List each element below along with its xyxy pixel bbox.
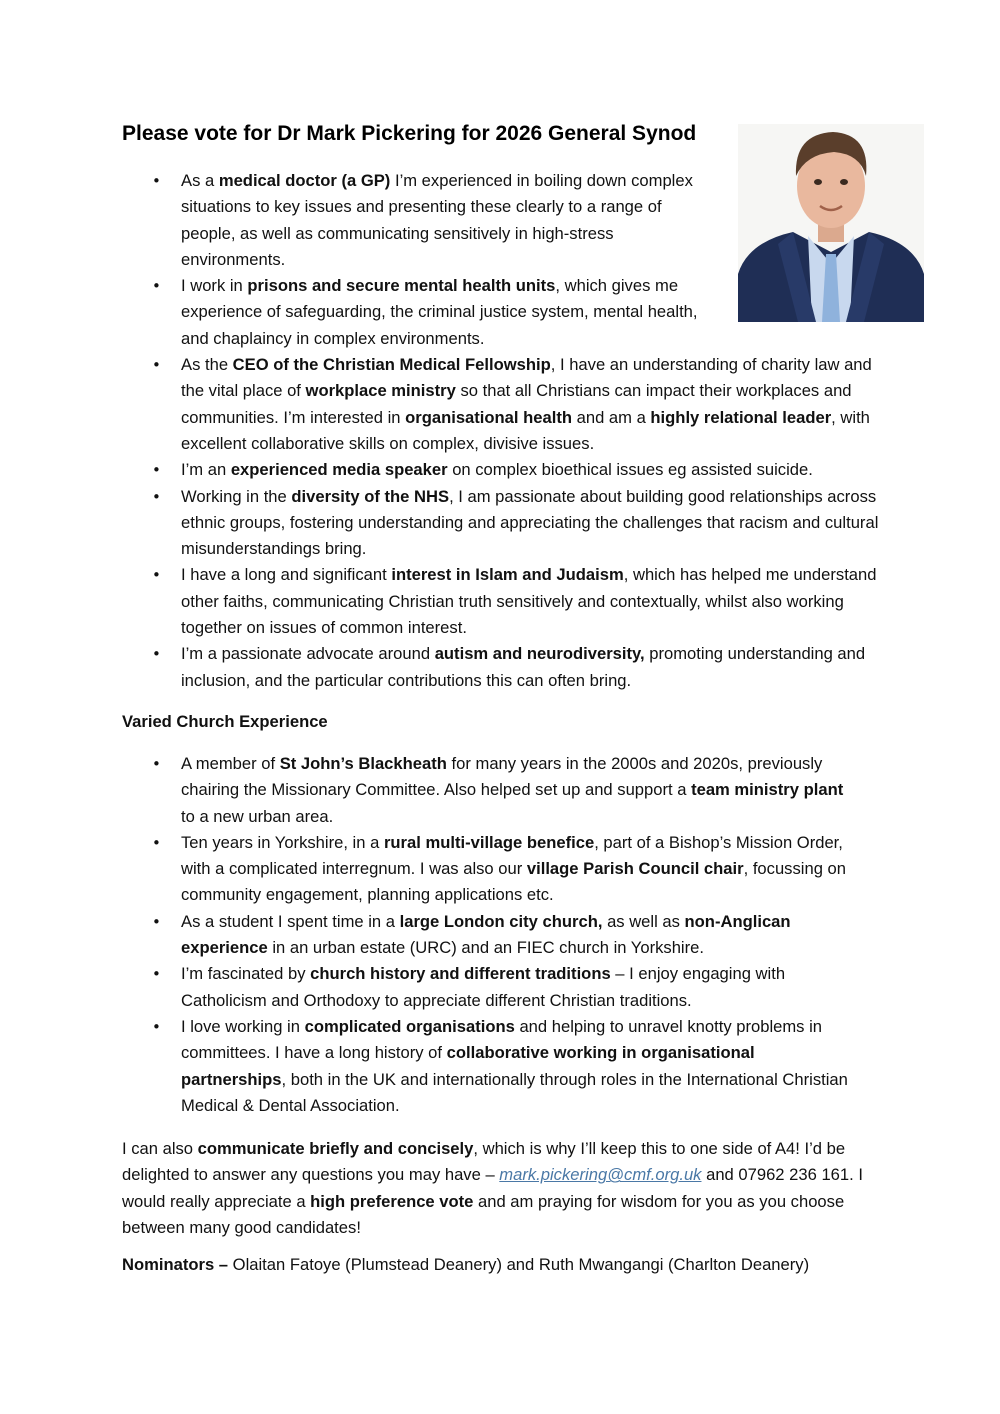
list-item: • Ten years in Yorkshire, in a rural multi-village benefice, part of a Bishop’s Mission Order, with a complicated interregnum. I was also our village Parish Council chair, focussing on community engagement, planning applications etc. xyxy=(152,830,852,909)
page-title: Please vote for Dr Mark Pickering for 2026 General Synod xyxy=(122,122,697,145)
section-heading: Varied Church Experience xyxy=(122,712,328,731)
list-item: • A member of St John’s Blackheath for many years in the 2000s and 2020s, previously chairing the Missionary Committee. Also helped set up and support a team ministry plant to a new urban area. xyxy=(152,751,852,830)
list-item: • I work in prisons and secure mental health units, which gives me experience of safeguarding, the criminal justice system, mental health, and chaplaincy in complex environments. xyxy=(152,273,717,352)
list-item: • I love working in complicated organisations and helping to unravel knotty problems in committees. I have a long history of collaborative working in organisational partnerships, both in the UK and internationally through roles in the International Christian Medical & Dental Association. xyxy=(152,1014,852,1119)
church-experience-list xyxy=(152,751,852,1119)
list-item: • As the CEO of the Christian Medical Fellowship, I have an understanding of charity law and the vital place of workplace ministry so that all Christians can impact their workplaces and communities. I’m interested in organisational health and am a highly relational leader, with excellent collaborative skills on complex, divisive issues. xyxy=(152,352,882,457)
closing-paragraph: I can also communicate briefly and concisely, which is why I’ll keep this to one side of A4! I’d be delighted to answer any questions you may have – mark.pickering@cmf.org.uk and 07962 236 161. I would really appreciate a high preference vote and am praying for wisdom for you as you choose between many good candidates! xyxy=(122,1139,863,1237)
list-item: • I’m an experienced media speaker on complex bioethical issues eg assisted suicide. xyxy=(152,457,882,483)
list-item: • Working in the diversity of the NHS, I am passionate about building good relationships across ethnic groups, fostering understanding and appreciating the challenges that racism and cultural misunderstandings bring. xyxy=(152,484,882,563)
email-link[interactable]: mark.pickering@cmf.org.uk xyxy=(499,1165,702,1185)
candidate-portrait-icon xyxy=(738,124,924,322)
list-item: • I’m fascinated by church history and different traditions – I enjoy engaging with Catholicism and Orthodoxy to appreciate different Christian traditions. xyxy=(152,961,852,1014)
list-item: • I’m a passionate advocate around autism and neurodiversity, promoting understanding and inclusion, and the particular contributions this can often bring. xyxy=(152,641,882,694)
qualifications-list xyxy=(152,168,879,694)
list-item: • As a student I spent time in a large London city church, as well as non-Anglican experience in an urban estate (URC) and an FIEC church in Yorkshire. xyxy=(152,909,852,962)
nominators-line: Nominators – Olaitan Fatoye (Plumstead Deanery) and Ruth Mwangangi (Charlton Deanery) xyxy=(122,1255,810,1274)
list-item: • I have a long and significant interest in Islam and Judaism, which has helped me understand other faiths, communicating Christian truth sensitively and contextually, whilst also working together on issues of common interest. xyxy=(152,562,882,641)
list-item: • As a medical doctor (a GP) I’m experienced in boiling down complex situations to key issues and presenting these clearly to a range of people, as well as communicating sensitively in high-stress environments. xyxy=(152,168,717,273)
nominators-label: Nominators – xyxy=(122,1255,229,1274)
